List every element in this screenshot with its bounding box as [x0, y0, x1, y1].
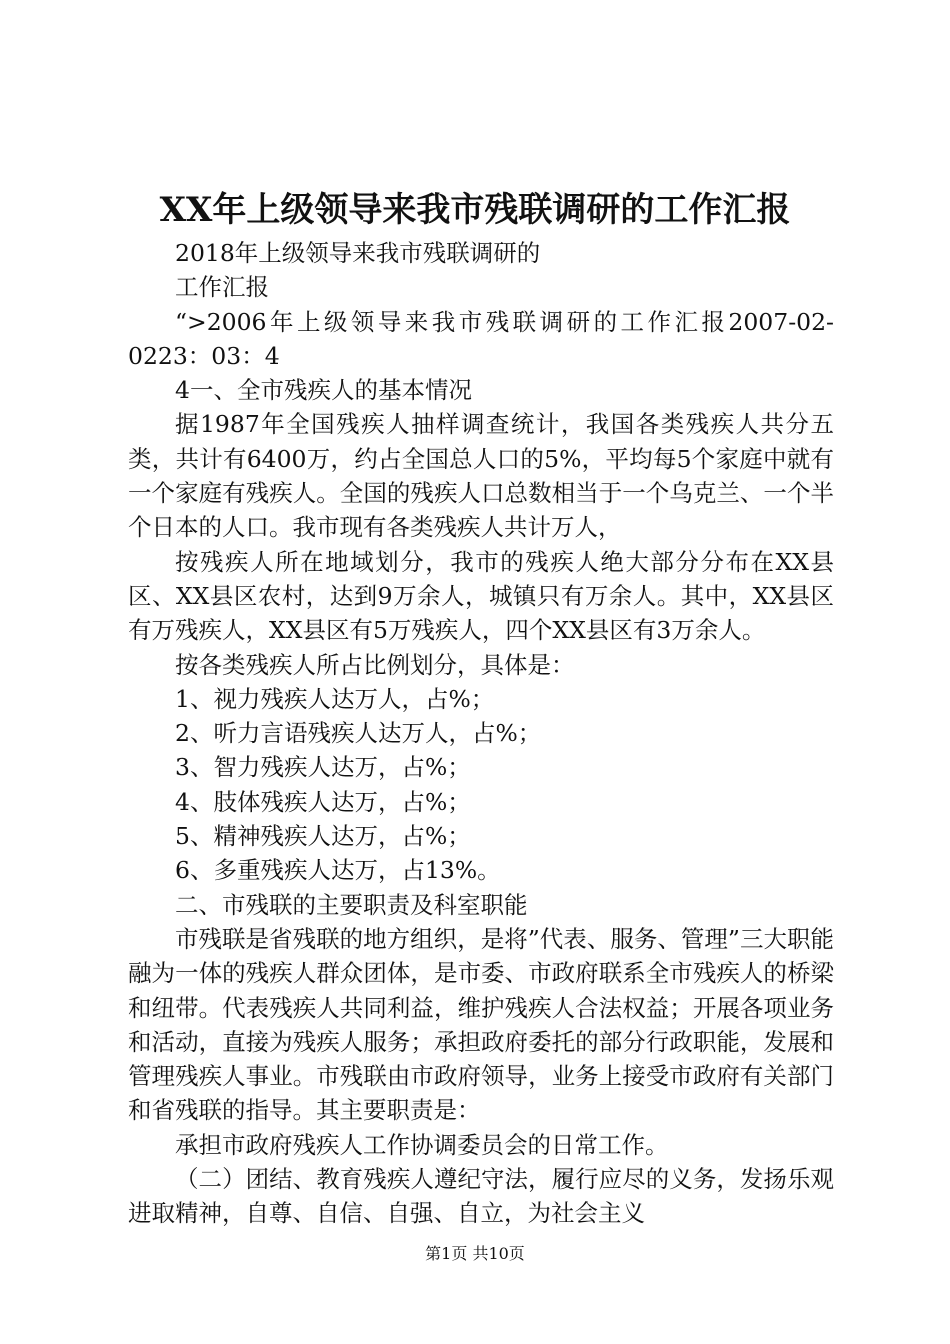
paragraph: 4一、全市残疾人的基本情况	[175, 376, 472, 405]
paragraph: 据1987年全国残疾人抽样调查统计，我国各类残疾人共分五类，共计有6400万，约占全国总人口的5%，平均每5个家庭中就有一个家庭有残疾人。全国的残疾人口总数相当于一个乌克兰、一个半个日本的人口。我市现有各类残疾人共计万人，	[128, 410, 834, 542]
list-item: 6、多重残疾人达万，占13%。	[175, 856, 501, 885]
document-body	[128, 236, 834, 1231]
paragraph: 按各类残疾人所占比例划分，具体是：	[175, 650, 575, 679]
paragraph: 按残疾人所在地域划分，我市的残疾人绝大部分分布在XX县区、XX县区农村，达到9万余人，城镇只有万余人。其中，XX县区有万残疾人，XX县区有5万残疾人，四个XX县区有3万余人。	[128, 547, 834, 645]
document-title: XX年上级领导来我市残联调研的工作汇报	[159, 190, 791, 230]
list-item: 1、视力残疾人达万人，占%；	[175, 684, 495, 713]
paragraph: （二）团结、教育残疾人遵纪守法，履行应尽的义务，发扬乐观进取精神，自尊、自信、自强、自立，为社会主义	[128, 1165, 834, 1228]
list-item: 4、肢体残疾人达万，占%；	[175, 787, 471, 816]
list-item: 5、精神残疾人达万，占%；	[175, 822, 471, 851]
list-item: 2、听力言语残疾人达万人，占%；	[175, 719, 542, 748]
paragraph: 承担市政府残疾人工作协调委员会的日常工作。	[175, 1130, 669, 1159]
section-heading: 二、市残联的主要职责及科室职能	[175, 890, 528, 919]
page-footer: 第1页 共10页	[425, 1244, 525, 1263]
list-item: 3、智力残疾人达万，占%；	[175, 753, 471, 782]
paragraph: 工作汇报	[175, 273, 269, 302]
paragraph: “>2006年上级领导来我市残联调研的工作汇报2007-02-0223：03：4	[128, 307, 834, 370]
paragraph: 2018年上级领导来我市残联调研的	[175, 239, 541, 267]
paragraph: 市残联是省残联的地方组织，是将”代表、服务、管理”三大职能融为一体的残疾人群众团体，是市委、市政府联系全市残疾人的桥梁和纽带。代表残疾人共同利益，维护残疾人合法权益；开展各项业务和活动，直接为残疾人服务；承担政府委托的部分行政职能，发展和管理残疾人事业。市残联由市政府领导，业务上接受市政府有关部门和省残联的指导。其主要职责是：	[128, 924, 834, 1125]
